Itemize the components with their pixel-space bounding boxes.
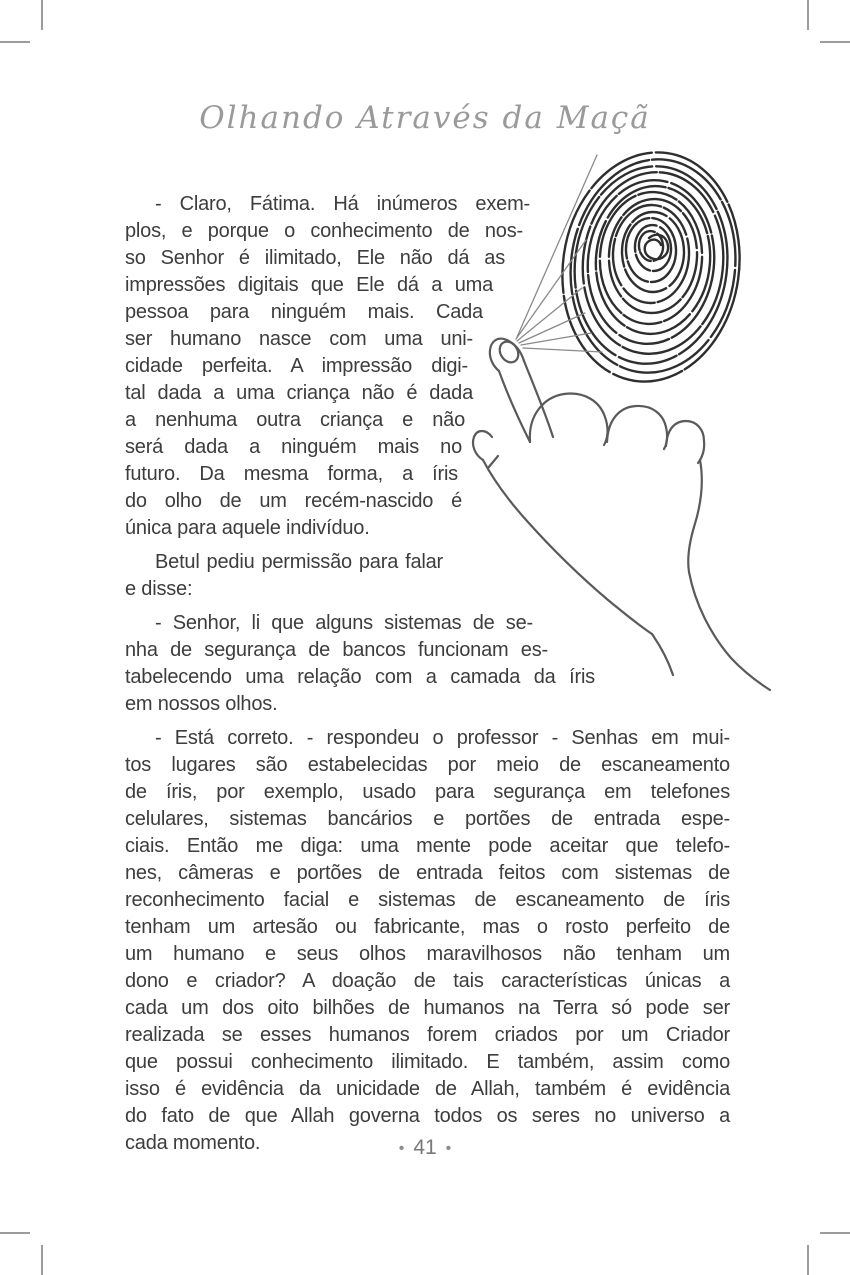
paragraph — [125, 549, 730, 603]
crop-mark — [0, 41, 30, 43]
crop-mark — [820, 41, 850, 43]
crop-mark — [807, 0, 809, 30]
text-line: celulares, sistemas bancários e portões de entrada espe- — [125, 808, 730, 830]
text-line: cidade perfeita. A impressão digi- — [125, 355, 468, 377]
paragraph — [125, 725, 730, 1157]
footer-bullet-left: • — [398, 1140, 405, 1157]
text-line: ciais. Então me diga: uma mente pode aceitar que telefo- — [125, 835, 730, 857]
text-line: ser humano nasce com uma uni- — [125, 328, 473, 350]
text-line: futuro. Da mesma forma, a íris — [125, 463, 458, 485]
footer-bullet-right: • — [445, 1140, 452, 1157]
text-line: - Está correto. - respondeu o professor - Senhas em mui- — [155, 727, 730, 749]
text-line: reconhecimento facial e sistemas de escaneamento de íris — [125, 889, 730, 911]
chapter-title: Olhando Através da Maçã — [199, 100, 651, 136]
text-line: tos lugares são estabelecidas por meio de escaneamento — [125, 754, 730, 776]
text-line: plos, e porque o conhecimento de nos- — [125, 220, 523, 242]
text-line: será dada a ninguém mais no — [125, 436, 462, 458]
text-line: tal dada a uma criança não é dada — [125, 382, 473, 404]
footer-page-number: 41 — [413, 1136, 437, 1159]
text-line: de íris, por exemplo, usado para segurança em telefones — [125, 781, 730, 803]
text-line: nha de segurança de bancos funcionam es- — [125, 639, 548, 661]
text-line: do olho de um recém-nascido é — [125, 490, 462, 512]
text-line: que possui conhecimento ilimitado. E também, assim como — [125, 1051, 730, 1073]
text-line: tabelecendo uma relação com a camada da íris — [125, 666, 595, 688]
text-line: realizada se esses humanos forem criados por um Criador — [125, 1024, 730, 1046]
text-line: impressões digitais que Ele dá a uma — [125, 274, 493, 296]
crop-mark — [820, 1232, 850, 1234]
crop-mark — [41, 1245, 43, 1275]
text-line: Betul pediu permissão para falar — [155, 551, 443, 573]
text-line: cada momento. — [125, 1132, 261, 1154]
text-line: isso é evidência da unicidade de Allah, também é evidência — [125, 1078, 730, 1100]
text-line: cada um dos oito bilhões de humanos na Terra só pode ser — [125, 997, 730, 1019]
text-line: nes, câmeras e portões de entrada feitos com sistemas de — [125, 862, 730, 884]
text-line: em nossos olhos. — [125, 693, 278, 715]
paragraph — [125, 191, 730, 542]
text-line: so Senhor é ilimitado, Ele não dá as — [125, 247, 505, 269]
text-line: um humano e seus olhos maravilhosos não tenham um — [125, 943, 730, 965]
text-line: e disse: — [125, 578, 193, 600]
text-line: - Senhor, li que alguns sistemas de se- — [155, 612, 533, 634]
body-text — [125, 191, 730, 1157]
text-line: dono e criador? A doação de tais características únicas a — [125, 970, 730, 992]
crop-mark — [41, 0, 43, 30]
text-line: pessoa para ninguém mais. Cada — [125, 301, 483, 323]
page-number — [0, 1136, 850, 1160]
text-line: a nenhuma outra criança e não — [125, 409, 465, 431]
paragraph — [125, 610, 730, 718]
crop-mark — [807, 1245, 809, 1275]
text-line: - Claro, Fátima. Há inúmeros exem- — [155, 193, 530, 215]
text-line: tenham um artesão ou fabricante, mas o rosto perfeito de — [125, 916, 730, 938]
text-line: do fato de que Allah governa todos os seres no universo a — [125, 1105, 730, 1127]
crop-mark — [0, 1232, 30, 1234]
text-line: única para aquele indivíduo. — [125, 517, 370, 539]
